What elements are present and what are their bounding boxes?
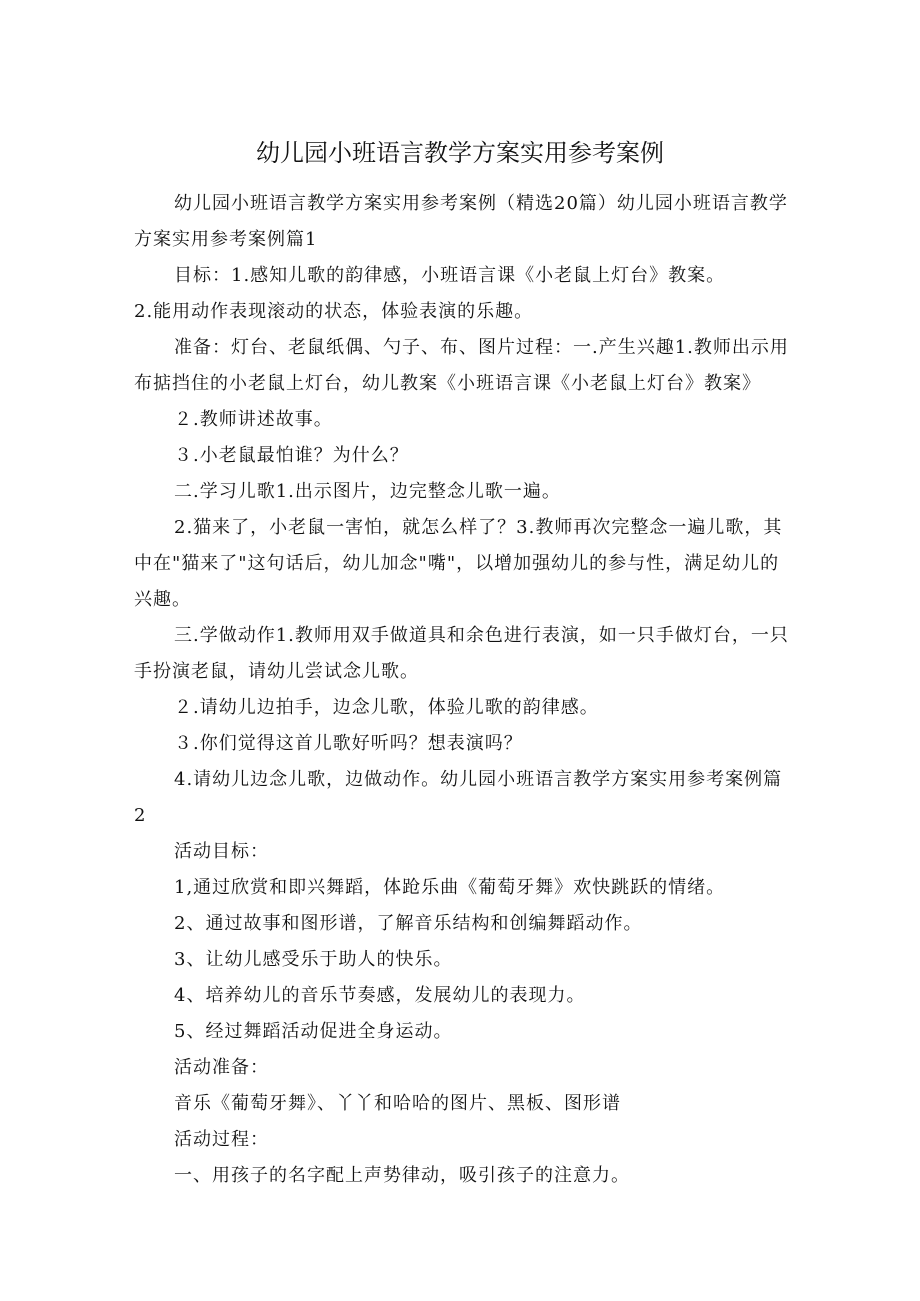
paragraph: 幼儿园小班语言教学方案实用参考案例（精选20篇）幼儿园小班语言教学方案实用参考案例篇1 xyxy=(134,193,788,250)
paragraph: 活动准备： xyxy=(174,1057,269,1078)
paragraph: 目标：1.感知儿歌的韵律感，小班语言课《小老鼠上灯台》教案。 xyxy=(174,265,726,286)
paragraph: 2.猫来了，小老鼠一害怕，就怎么样了？3.教师再次完整念一遍儿歌，其中在"猫来了"这句话后，幼儿加念"嘴"，以增加强幼儿的参与性，满足幼儿的兴趣。 xyxy=(134,517,783,610)
document-title: 幼儿园小班语言教学方案实用参考案例 xyxy=(256,139,664,168)
paragraph: 2.能用动作表现滚动的状态，体验表演的乐趣。 xyxy=(134,301,534,322)
paragraph: ２.请幼儿边拍手，边念儿歌，体验儿歌的韵律感。 xyxy=(174,697,599,718)
paragraph: 2、通过故事和图形谱，了解音乐结构和创编舞蹈动作。 xyxy=(174,913,643,934)
paragraph: 1,通过欣赏和即兴舞蹈，体跄乐曲《葡萄牙舞》欢快跳跃的情绪。 xyxy=(174,877,726,898)
paragraph: 准备：灯台、老鼠纸偶、勺子、布、图片过程：一.产生兴趣1.教师出示用布掂挡住的小老鼠上灯台，幼儿教案《小班语言课《小老鼠上灯台》教案》 xyxy=(134,337,789,394)
document-body xyxy=(134,186,794,1194)
paragraph: 5、经过舞蹈活动促进全身运动。 xyxy=(174,1021,453,1042)
paragraph: 二.学习儿歌1.出示图片，边完整念儿歌一遍。 xyxy=(174,481,561,502)
paragraph: 活动目标： xyxy=(174,841,269,862)
paragraph: 4.请幼儿边念儿歌，边做动作。幼儿园小班语言教学方案实用参考案例篇2 xyxy=(134,769,783,826)
paragraph: 3、让幼儿感受乐于助人的快乐。 xyxy=(174,949,453,970)
paragraph: ３.你们觉得这首儿歌好听吗？想表演吗？ xyxy=(174,733,523,754)
paragraph: ２.教师讲述故事。 xyxy=(174,409,333,430)
paragraph: 4、培养幼儿的音乐节奏感，发展幼儿的表现力。 xyxy=(174,985,586,1006)
paragraph: 活动过程： xyxy=(174,1129,269,1150)
paragraph: 三.学做动作1.教师用双手做道具和余色进行表演，如一只手做灯台，一只手扮演老鼠，请幼儿尝试念儿歌。 xyxy=(134,625,789,682)
paragraph: 一、用孩子的名字配上声势律动，吸引孩子的注意力。 xyxy=(174,1165,630,1186)
paragraph: ３.小老鼠最怕谁？为什么？ xyxy=(174,445,409,466)
paragraph: 音乐《葡萄牙舞》、丫丫和哈哈的图片、黑板、图形谱 xyxy=(174,1093,621,1114)
